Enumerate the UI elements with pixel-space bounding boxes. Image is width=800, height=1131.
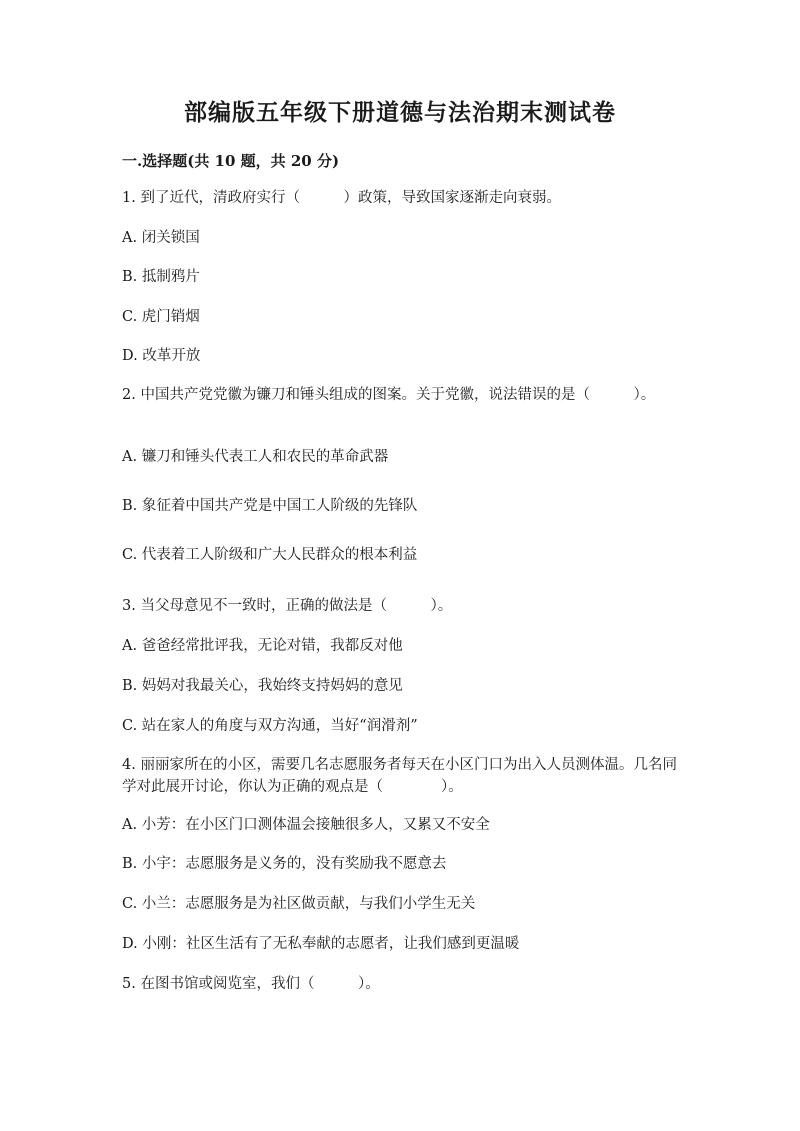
question-2-option-c: C. 代表着工人阶级和广大人民群众的根本利益 xyxy=(122,547,418,563)
question-3-option-b: B. 妈妈对我最关心，我始终支持妈妈的意见 xyxy=(122,678,403,694)
question-4-stem: 4. 丽丽家所在的小区，需要几名志愿服务者每天在小区门口为出入人员测体温。几名同学对此展开讨论，你认为正确的观点是（ ）。 xyxy=(122,757,677,795)
question-3-option-c: C. 站在家人的角度与双方沟通，当好“润滑剂” xyxy=(122,718,418,734)
question-3-stem: 3. 当父母意见不一致时，正确的做法是（ ）。 xyxy=(122,598,453,614)
question-5-stem: 5. 在图书馆或阅览室，我们（ ）。 xyxy=(122,976,380,992)
question-2-option-b: B. 象征着中国共产党是中国工人阶级的先锋队 xyxy=(122,498,418,514)
question-3-option-a: A. 爸爸经常批评我，无论对错，我都反对他 xyxy=(122,638,403,654)
question-2-stem: 2. 中国共产党党徽为镰刀和锤头组成的图案。关于党徽，说法错误的是（ ）。 xyxy=(122,387,656,403)
question-1-stem: 1. 到了近代，清政府实行（ ）政策，导致国家逐渐走向衰弱。 xyxy=(122,190,561,206)
question-1-option-a: A. 闭关锁国 xyxy=(122,230,200,246)
question-4-option-a: A. 小芳：在小区门口测体温会接触很多人，又累又不安全 xyxy=(122,817,490,833)
question-4-option-d: D. 小刚：社区生活有了无私奉献的志愿者，让我们感到更温暖 xyxy=(122,936,520,952)
question-1-option-c: C. 虎门销烟 xyxy=(122,309,200,325)
section-heading: 一.选择题(共 10 题，共 20 分) xyxy=(122,152,340,170)
question-4-option-b: B. 小宇：志愿服务是义务的，没有奖励我不愿意去 xyxy=(122,856,447,872)
question-1-option-d: D. 改革开放 xyxy=(122,348,201,364)
question-4-option-c: C. 小兰：志愿服务是为社区做贡献，与我们小学生无关 xyxy=(122,896,476,912)
question-2-option-a: A. 镰刀和锤头代表工人和农民的革命武器 xyxy=(122,449,389,465)
question-1-option-b: B. 抵制鸦片 xyxy=(122,269,200,285)
page-title: 部编版五年级下册道德与法治期末测试卷 xyxy=(184,99,616,126)
